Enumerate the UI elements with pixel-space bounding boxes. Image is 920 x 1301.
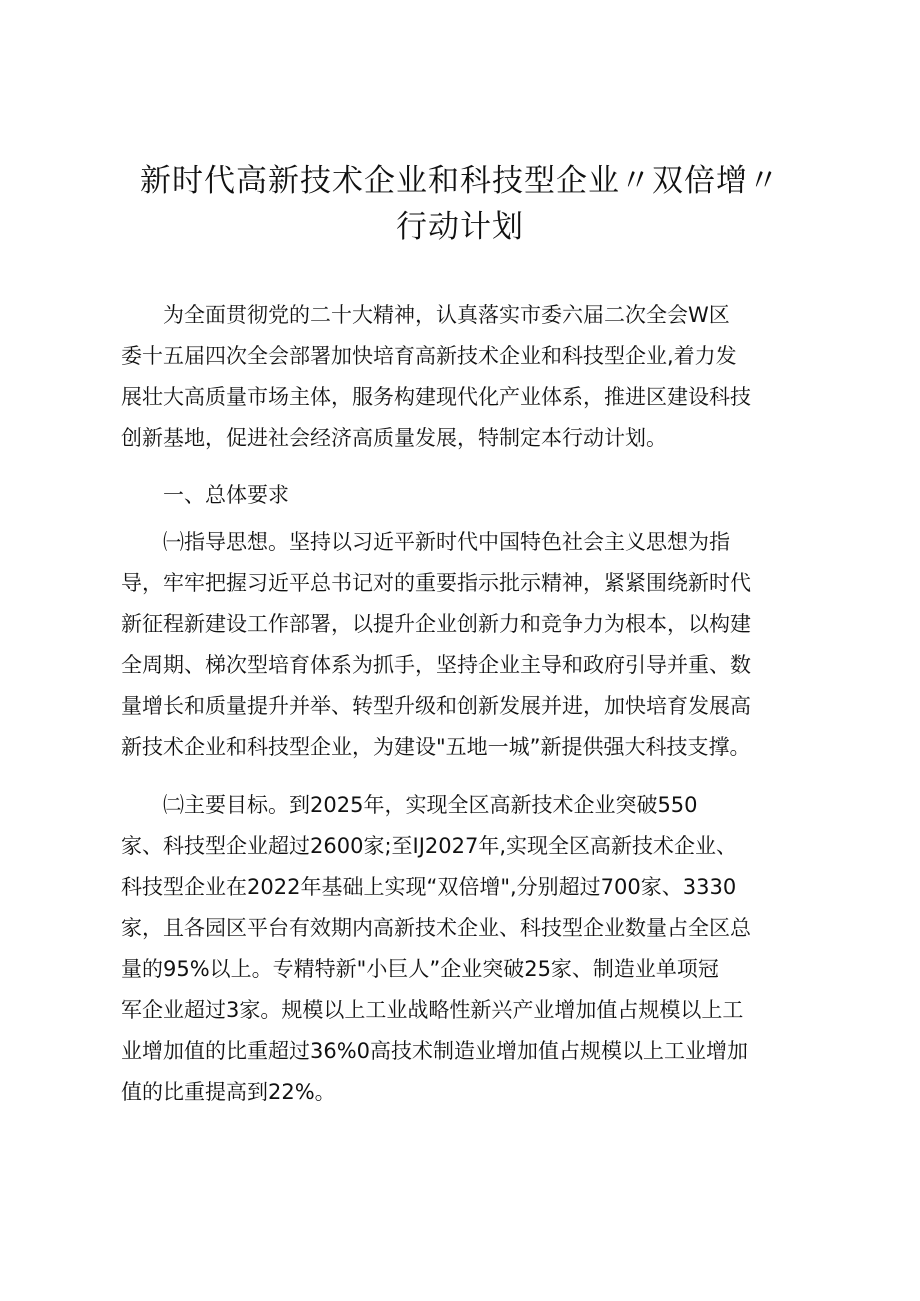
paragraph-line: 全周期、梯次型培育体系为抓手，坚持企业主导和政府引导并重、数 xyxy=(121,653,751,677)
paragraph-line: 家、科技型企业超过2600家;至IJ2027年,实现全区高新技术企业、 xyxy=(121,834,738,858)
main-goals-paragraph xyxy=(121,785,816,1113)
paragraph-line: 业增加值的比重超过36%0高技术制造业增加值占规模以上工业增加 xyxy=(121,1039,749,1063)
document-title-line-1: 新时代高新技术企业和科技型企业〃双倍增〃 xyxy=(140,163,780,199)
document-title-line-2: 行动计划 xyxy=(396,209,524,245)
guiding-thought-paragraph xyxy=(121,522,816,768)
paragraph-line: 量的95%以上。专精特新"小巨人”企业突破25家、制造业单项冠 xyxy=(121,957,719,981)
paragraph-line: 创新基地，促进社会经济高质量发展，特制定本行动计划。 xyxy=(121,426,667,450)
paragraph-line: ㈠指导思想。坚持以习近平新时代中国特色社会主义思想为指 xyxy=(163,530,730,554)
paragraph-line: 值的比重提高到22%。 xyxy=(121,1080,336,1104)
paragraph-line: 科技型企业在2022年基础上实现“双倍增",分别超过700家、3330 xyxy=(121,875,737,899)
intro-paragraph xyxy=(121,295,816,459)
paragraph-line: 家，且各园区平台有效期内高新技术企业、科技型企业数量占全区总 xyxy=(121,916,751,940)
paragraph-line: 为全面贯彻党的二十大精神，认真落实市委六届二次全会W区 xyxy=(163,303,730,327)
paragraph-line: 新征程新建设工作部署，以提升企业创新力和竞争力为根本，以构建 xyxy=(121,612,751,636)
section-heading-text: 一、总体要求 xyxy=(163,483,289,507)
paragraph-line: 量增长和质量提升并举、转型升级和创新发展并进，加快培育发展高 xyxy=(121,694,751,718)
paragraph-line: 委十五届四次全会部署加快培育高新技术企业和科技型企业,着力发 xyxy=(121,344,737,368)
paragraph-line: 展壮大高质量市场主体，服务构建现代化产业体系，推进区建设科技 xyxy=(121,385,751,409)
paragraph-line: ㈡主要目标。到2025年，实现全区高新技术企业突破550 xyxy=(163,793,698,817)
paragraph-line: 导，牢牢把握习近平总书记对的重要指示批示精神，紧紧围绕新时代 xyxy=(121,571,751,595)
paragraph-line: 新技术企业和科技型企业，为建设"五地一城”新提供强大科技支撑。 xyxy=(121,735,751,759)
paragraph-line: 军企业超过3家。规模以上工业战略性新兴产业增加值占规模以上工 xyxy=(121,998,744,1022)
section-heading xyxy=(121,475,816,516)
